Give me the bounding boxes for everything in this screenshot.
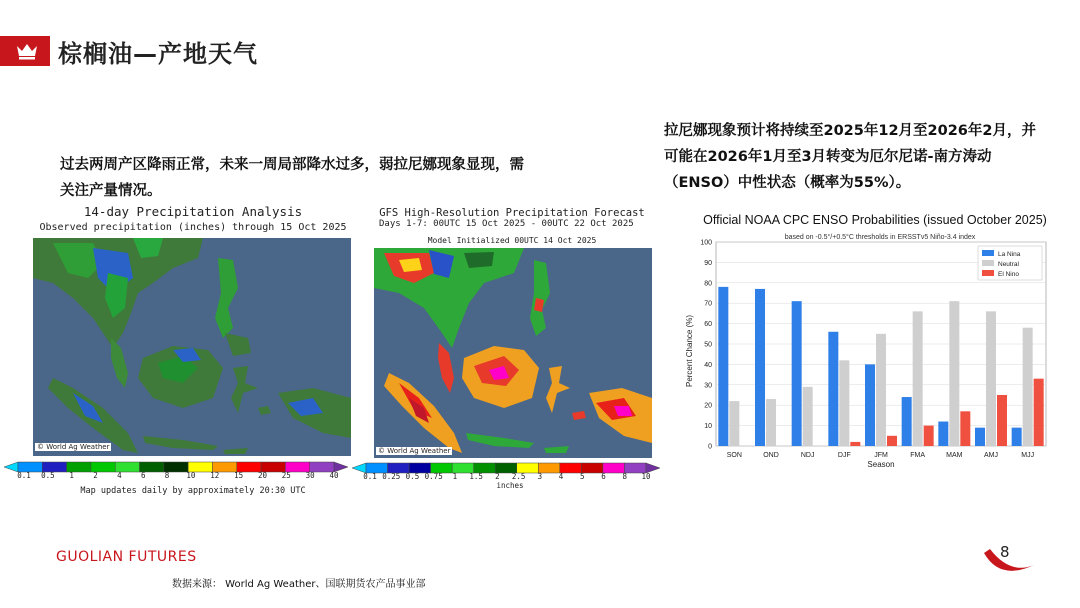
legend-label: 20	[257, 471, 267, 480]
bar-el-nino	[997, 395, 1007, 446]
y-tick-label: 10	[704, 423, 712, 431]
legend-label: 25	[281, 471, 291, 480]
bar-la-nina	[828, 332, 838, 446]
left-map-subtitle: Observed precipitation (inches) through 15 Oct 2025	[39, 222, 347, 233]
bar-la-nina	[1012, 428, 1022, 446]
bar-la-nina	[938, 422, 948, 446]
legend-label: 0.75	[424, 472, 443, 481]
bar-la-nina	[755, 289, 765, 446]
bar-el-nino	[850, 442, 860, 446]
legend-swatch	[982, 270, 994, 276]
x-tick-label: MJJ	[1021, 452, 1035, 459]
enso-probability-chart	[680, 206, 1070, 474]
y-tick-label: 80	[704, 280, 712, 288]
right-summary-line: 拉尼娜现象预计将持续至2025年12月至2026年2月，并	[664, 123, 1036, 139]
legend-label: 2.5	[511, 472, 526, 481]
x-tick-label: DJF	[837, 452, 851, 459]
y-tick-label: 40	[704, 361, 712, 369]
y-tick-label: 0	[708, 443, 712, 451]
legend-label: 0.1	[363, 472, 377, 481]
y-tick-label: 30	[704, 382, 712, 390]
bar-neutral	[839, 360, 849, 446]
legend-label: 8	[622, 472, 628, 481]
right-map-subtitle: Days 1-7: 00UTC 15 Oct 2025 - 00UTC 22 Oct 2025	[379, 219, 634, 229]
legend-label: 1.5	[469, 472, 483, 481]
legend-label: 2	[93, 471, 98, 480]
left-map-title: 14-day Precipitation Analysis	[83, 204, 303, 219]
y-tick-label: 70	[704, 300, 712, 308]
legend-label: 10	[641, 472, 651, 481]
chart-ylabel: Percent Chance (%)	[685, 314, 694, 388]
left-summary-line: 关注产量情况。	[60, 183, 162, 199]
right-map-credit: © World Ag Weather	[378, 447, 451, 455]
legend-label: 10	[186, 471, 196, 480]
legend-entry: Neutral	[998, 261, 1019, 268]
right-precipitation-map	[374, 248, 652, 458]
page-number: 8	[1000, 543, 1010, 561]
legend-label: 6	[601, 472, 606, 481]
legend-label: 1	[69, 471, 74, 480]
chart-xlabel: Season	[867, 460, 895, 469]
right-map-init-text: Model Initialized 00UTC 14 Oct 2025	[427, 236, 597, 245]
bar-neutral	[949, 301, 959, 446]
right-summary-line: 可能在2026年1月至3月转变为厄尔尼诺-南方涛动	[664, 149, 992, 165]
data-source-note: 数据来源： World Ag Weather、国联期货农产品事业部	[172, 579, 426, 590]
crown-logo-icon	[16, 42, 38, 60]
bar-la-nina	[975, 428, 985, 446]
bar-la-nina	[865, 364, 875, 446]
page-number-swoosh-icon	[980, 535, 1040, 579]
x-tick-label: MAM	[946, 452, 963, 459]
legend-entry: La Nina	[998, 251, 1021, 258]
x-tick-label: AMJ	[984, 452, 998, 459]
brand-name: GUOLIAN FUTURES	[56, 549, 197, 565]
legend-label: 12	[210, 471, 220, 480]
left-summary-line: 过去两周产区降雨正常，未来一周局部降水过多，弱拉尼娜现象显现，需	[60, 157, 524, 173]
legend-label: 2	[495, 472, 500, 481]
bar-neutral	[913, 311, 923, 446]
bar-neutral	[729, 401, 739, 446]
legend-label: 4	[558, 472, 564, 481]
right-summary-line: （ENSO）中性状态（概率为55%）。	[664, 175, 911, 191]
legend-entry: El Nino	[998, 271, 1019, 278]
x-tick-label: OND	[763, 452, 779, 459]
legend-label: 8	[164, 471, 170, 480]
bar-el-nino	[960, 411, 970, 446]
bar-la-nina	[718, 287, 728, 446]
left-map-footnote: Map updates daily by approximately 20:30 UTC	[80, 486, 306, 496]
bar-el-nino	[924, 426, 934, 446]
bar-neutral	[766, 399, 776, 446]
bar-neutral	[876, 334, 886, 446]
x-tick-label: FMA	[910, 452, 926, 459]
chart-title: Official NOAA CPC ENSO Probabilities (issued October 2025)	[703, 213, 1047, 227]
bar-neutral	[986, 311, 996, 446]
left-map-credit: © World Ag Weather	[37, 443, 110, 451]
x-tick-label: JFM	[874, 452, 888, 459]
legend-label: 0.5	[405, 472, 420, 481]
right-summary-text	[664, 118, 1059, 196]
y-tick-label: 90	[704, 259, 712, 267]
bar-la-nina	[902, 397, 912, 446]
left-summary-text	[60, 152, 590, 204]
legend-swatch	[982, 250, 994, 256]
chart-subtitle: based on -0.5°/+0.5°C thresholds in ERSSTv5 Niño-3.4 index	[784, 234, 976, 241]
legend-label: 6	[140, 471, 146, 480]
x-tick-label: NDJ	[800, 452, 815, 459]
page-title: 棕榈油—产地天气	[58, 40, 258, 68]
legend-label: 5	[580, 472, 585, 481]
bar-neutral	[1023, 328, 1033, 446]
right-map-title: GFS High-Resolution Precipitation Forecast	[379, 207, 645, 219]
bar-el-nino	[887, 436, 897, 446]
left-map-legend-labels	[17, 471, 339, 481]
right-map-units: inches	[496, 481, 524, 490]
left-precipitation-map	[33, 238, 351, 456]
x-tick-label: SON	[726, 452, 742, 459]
legend-label: 15	[234, 471, 244, 480]
legend-label: 0.25	[382, 472, 401, 481]
legend-label: 1	[452, 472, 458, 481]
legend-label: 4	[117, 471, 122, 480]
legend-label: 30	[305, 471, 315, 480]
bar-la-nina	[792, 301, 802, 446]
y-tick-label: 20	[704, 402, 712, 410]
y-tick-label: 60	[704, 321, 712, 329]
legend-label: 3	[537, 472, 543, 481]
bar-neutral	[803, 387, 813, 446]
legend-label: 0.5	[41, 471, 55, 480]
legend-label: 40	[329, 471, 339, 480]
legend-swatch	[982, 260, 994, 266]
y-tick-label: 50	[704, 341, 712, 349]
y-tick-label: 100	[700, 239, 712, 247]
legend-label: 0.1	[17, 471, 31, 480]
bar-el-nino	[1034, 379, 1044, 446]
